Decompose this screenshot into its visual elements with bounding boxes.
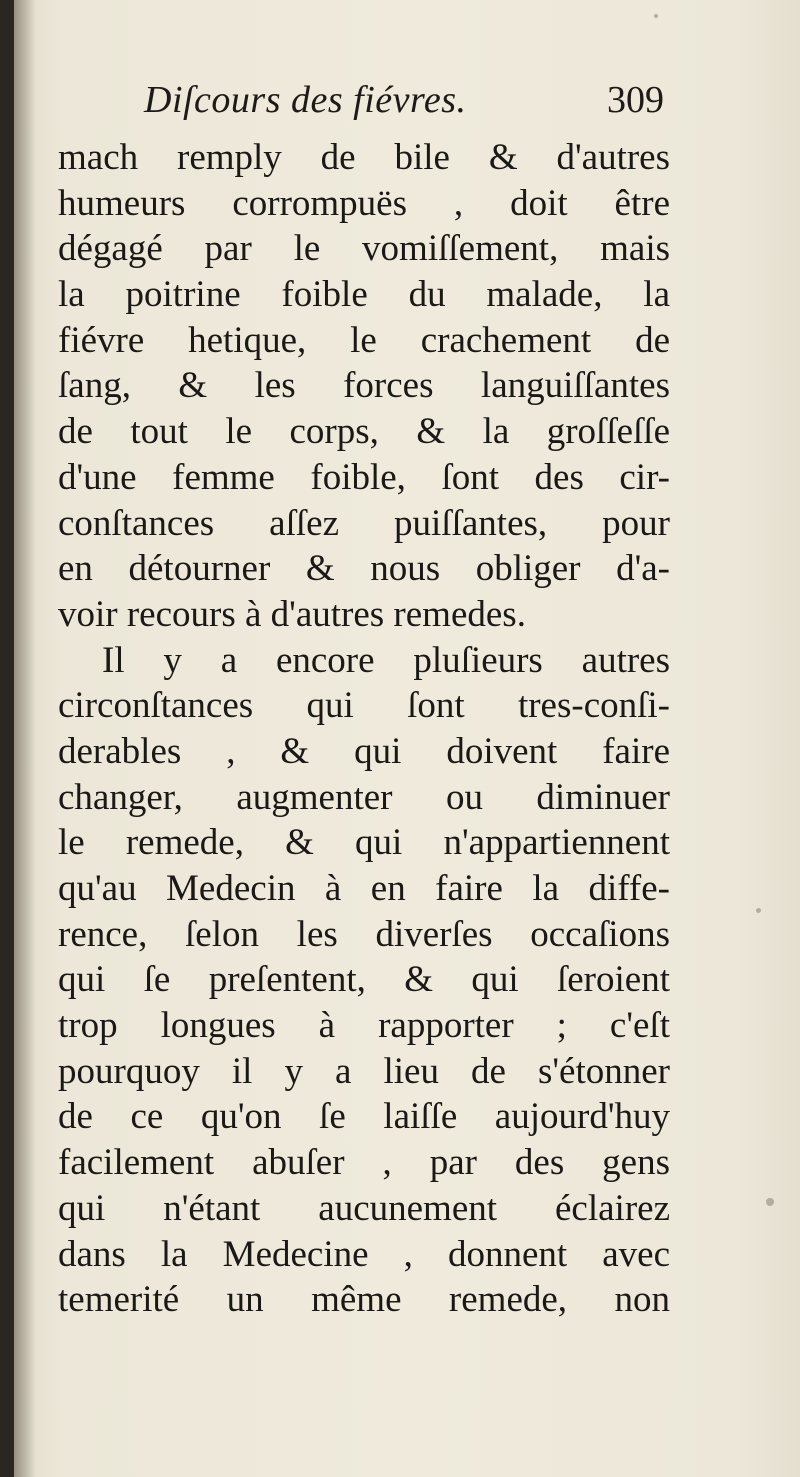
text-line: Il y a encore pluſieurs autres	[102, 639, 670, 681]
text-line: circonſtances qui ſont tres-conſi-	[58, 685, 670, 727]
body-text	[58, 135, 670, 1323]
text-line: qui n'étant aucunement éclairez	[58, 1187, 670, 1229]
text-line: humeurs corrompuës , doit être	[58, 182, 670, 224]
text-line: d'une femme foible, ſont des cir-	[58, 456, 670, 498]
text-line: ſang, & les forces languiſſantes	[58, 365, 670, 407]
text-line: fiévre hetique, le crachement de	[58, 319, 670, 361]
text-line: pourquoy il y a lieu de s'étonner	[58, 1050, 670, 1092]
text-line: de tout le corps, & la groſſeſſe	[58, 411, 670, 453]
page-header	[144, 70, 664, 126]
text-line: le remede, & qui n'appartiennent	[58, 822, 670, 864]
text-line: rence, ſelon les diverſes occaſions	[58, 913, 670, 955]
paper-speck	[756, 908, 761, 913]
text-line: en détourner & nous obliger d'a-	[58, 548, 670, 590]
text-line: temerité un même remede, non	[58, 1279, 670, 1321]
text-line: dégagé par le vomiſſement, mais	[58, 228, 670, 270]
text-line: derables , & qui doivent faire	[58, 730, 670, 772]
binding-shadow	[14, 0, 36, 1477]
text-line: qu'au Medecin à en faire la diffe-	[58, 868, 670, 909]
paper-speck	[654, 14, 658, 18]
text-line: changer, augmenter ou diminuer	[58, 776, 670, 818]
text-line: trop longues à rapporter ; c'eſt	[58, 1005, 670, 1047]
text-line: de ce qu'on ſe laiſſe aujourd'huy	[58, 1096, 670, 1138]
text-line: conſtances aſſez puiſſantes, pour	[58, 502, 670, 544]
text-line: mach remply de bile & d'autres	[58, 137, 670, 178]
running-title: Diſcours des fiévres.	[144, 79, 467, 121]
text-line: voir recours à d'autres remedes.	[58, 593, 526, 635]
book-page	[14, 0, 800, 1477]
text-line: facilement abuſer , par des gens	[58, 1142, 670, 1184]
text-line: dans la Medecine , donnent avec	[58, 1233, 670, 1275]
text-line: la poitrine foible du malade, la	[58, 274, 670, 316]
text-line: qui ſe preſentent, & qui ſeroient	[58, 959, 670, 1001]
page-number: 309	[607, 79, 664, 121]
paper-speck	[766, 1198, 774, 1206]
